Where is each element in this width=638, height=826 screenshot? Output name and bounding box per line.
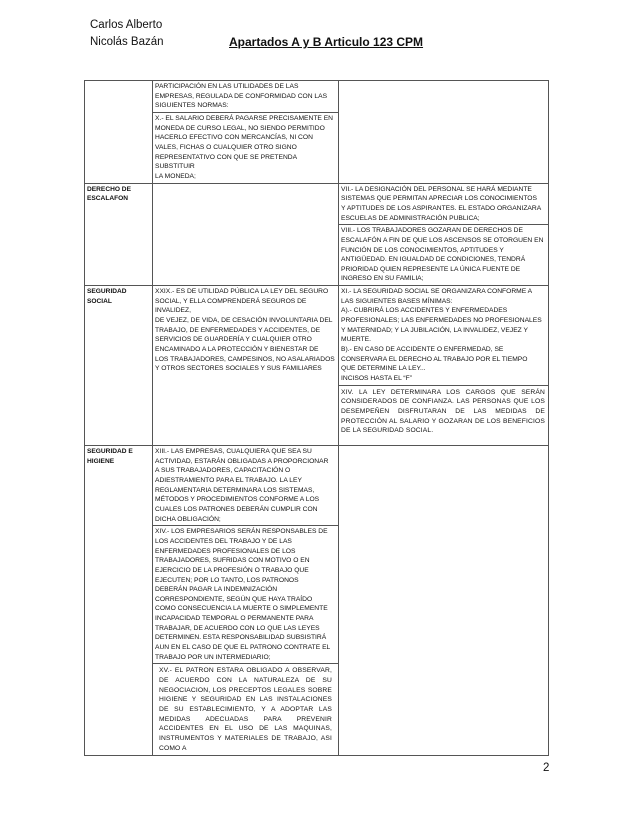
article-text: XIII.- LAS EMPRESAS, CUALQUIERA QUE SEA SU ACTIVIDAD, ESTARÁN OBLIGADAS A PROPORCIONAR A SUS TRABAJADORES, CAPACITACIÓN O ADIESTRAMIENTO PARA EL TRABAJO. LA LEY REGLAMENTARIA DETERMINARA LOS SISTEMAS, MÉTODOS Y PROCEDIMIENTOS CONFORME A LOS CUALES LOS PATRONES DEBERÁN CUMPLIR CON DICHA OBLIGACIÓN; (155, 447, 329, 523)
row-label: SEGURIDAD E HIGIENE (87, 447, 133, 465)
author-first-name: Carlos Alberto (90, 19, 163, 31)
article-text: XIV. LA LEY DETERMINARA LOS CARGOS QUE SERÁN CONSIDERADOS DE CONFIANZA. LAS PERSONAS QUE LOS DESEMPEÑEN DISFRUTARAN DE LAS MEDIDAS DE PROTECCIÓN AL SALARIO Y GOZARAN DE LOS BENEFICIOS DE LA SEGURIDAD SOCIAL. (339, 385, 548, 445)
table-row (85, 183, 549, 286)
apartado-b-cell (339, 286, 549, 446)
article-text: XI.- LA SEGURIDAD SOCIAL SE ORGANIZARA CONFORME A LAS SIGUIENTES BASES MÍNIMAS: A).- CUBRIRÁ LOS ACCIDENTES Y ENFERMEDADES PROFESIONALES; LAS ENFERMEDADES NO PROFESIONALES Y MATERNIDAD; Y LA JUBILACIÓN, LA INVALIDEZ, VEJEZ Y MUERTE. B).- EN CASO DE ACCIDENTE O ENFERMEDAD, SE CONSERVARA EL DERECHO AL TRABAJO POR EL TIEMPO QUE DETERMINE LA LEY... INCISOS HASTA EL “F” (341, 288, 542, 383)
row-label-cell (85, 81, 153, 184)
row-label-cell (85, 183, 153, 286)
table-row (85, 286, 549, 446)
article-text: XV.- EL PATRON ESTARA OBLIGADO A OBSERVAR, DE ACUERDO CON LA NATURALEZA DE SU NEGOCIACION, LOS PRECEPTOS LEGALES SOBRE HIGIENE Y SEGURIDAD EN LAS INSTALACIONES DE SU ESTABLECIMIENTO, Y A ADOPTAR LAS MEDIDAS ADECUADAS PARA PREVENIR ACCIDENTES EN EL USO DE LAS MAQUINAS, INSTRUMENTOS Y MATERIALES DE TRABAJO, ASI COMO A (153, 663, 338, 755)
apartado-a-cell (153, 183, 339, 286)
apartado-b-cell (339, 81, 549, 184)
row-label-cell (85, 286, 153, 446)
page-number: 2 (543, 762, 550, 774)
apartado-a-cell (153, 286, 339, 446)
row-label: DERECHO DE ESCALAFON (87, 185, 131, 203)
document-title: Apartados A y B Articulo 123 CPM (229, 35, 424, 49)
article-text: XXIX.- ES DE UTILIDAD PÚBLICA LA LEY DEL SEGURO SOCIAL, Y ELLA COMPRENDERÁ SEGUROS DE INVALIDEZ, DE VEJEZ, DE VIDA, DE CESACIÓN INVOLUNTARIA DEL TRABAJO, DE ENFERMEDADES Y ACCIDENTES, DE SERVICIOS DE GUARDERÍA Y CUALQUIER OTRO ENCAMINADO A LA PROTECCIÓN Y BIENESTAR DE LOS TRABAJADORES, CAMPESINOS, NO ASALARIADOS Y OTROS SECTORES SOCIALES Y SUS FAMILIARES (155, 288, 335, 373)
article-text: XIV.- LOS EMPRESARIOS SERÁN RESPONSABLES DE LOS ACCIDENTES DEL TRABAJO Y DE LAS ENFERMEDADES PROFESIONALES DE LOS TRABAJADORES, SUFRIDAS CON MOTIVO O EN EJERCICIO DE LA PROFESIÓN O TRABAJO QUE EJECUTEN; POR LO TANTO, LOS PATRONOS DEBERÁN PAGAR LA INDEMNIZACIÓN CORRESPONDIENTE, SEGÚN QUE HAYA TRAÍDO COMO CONSECUENCIA LA MUERTE O SIMPLEMENTE INCAPACIDAD TEMPORAL O PERMANENTE PARA TRABAJAR, DE ACUERDO CON LO QUE LAS LEYES DETERMINEN. ESTA RESPONSABILIDAD SUBSISTIRÁ AUN EN EL CASO DE QUE EL PATRONO CONTRATE EL TRABAJO POR UN INTERMEDIARIO; (153, 525, 338, 663)
article-text: VII.- LA DESIGNACIÓN DEL PERSONAL SE HARÁ MEDIANTE SISTEMAS QUE PERMITAN APRECIAR LOS CONOCIMIENTOS Y APTITUDES DE LOS ASPIRANTES. EL ESTADO ORGANIZARA ESCUELAS DE ADMINISTRACIÓN PUBLICA; (341, 185, 542, 222)
table-row (85, 445, 549, 755)
article-text: PARTICIPACIÓN EN LAS UTILIDADES DE LAS EMPRESAS, REGULADA DE CONFORMIDAD CON LAS SIGUIENTES NORMAS: (155, 83, 328, 110)
author-last-name: Nicolás Bazán (90, 36, 164, 48)
article-text: VIII.- LOS TRABAJADORES GOZARAN DE DERECHOS DE ESCALAFÓN A FIN DE QUE LOS ASCENSOS SE OTORGUEN EN FUNCIÓN DE LOS CONOCIMIENTOS, APTITUDES Y ANTIGÜEDAD. EN IGUALDAD DE CONDICIONES, TENDRÁ PRIORIDAD QUIEN REPRESENTE LA ÚNICA FUENTE DE INGRESO EN SU FAMILIA; (339, 224, 548, 285)
apartado-b-cell (339, 445, 549, 755)
apartado-b-cell (339, 183, 549, 286)
article-text: X.- EL SALARIO DEBERÁ PAGARSE PRECISAMENTE EN MONEDA DE CURSO LEGAL, NO SIENDO PERMITIDO HACERLO EFECTIVO CON MERCANCÍAS, NI CON VALES, FICHAS O CUALQUIER OTRO SIGNO REPRESENTATIVO CON QUE SE PRETENDA SUBSTITUIR LA MONEDA; (153, 112, 338, 183)
apartado-a-cell (153, 81, 339, 184)
row-label: SEGURIDAD SOCIAL (87, 288, 127, 305)
apartado-a-cell (153, 445, 339, 755)
articles-comparison-table (84, 80, 549, 756)
row-label-cell (85, 445, 153, 755)
table-row (85, 81, 549, 184)
